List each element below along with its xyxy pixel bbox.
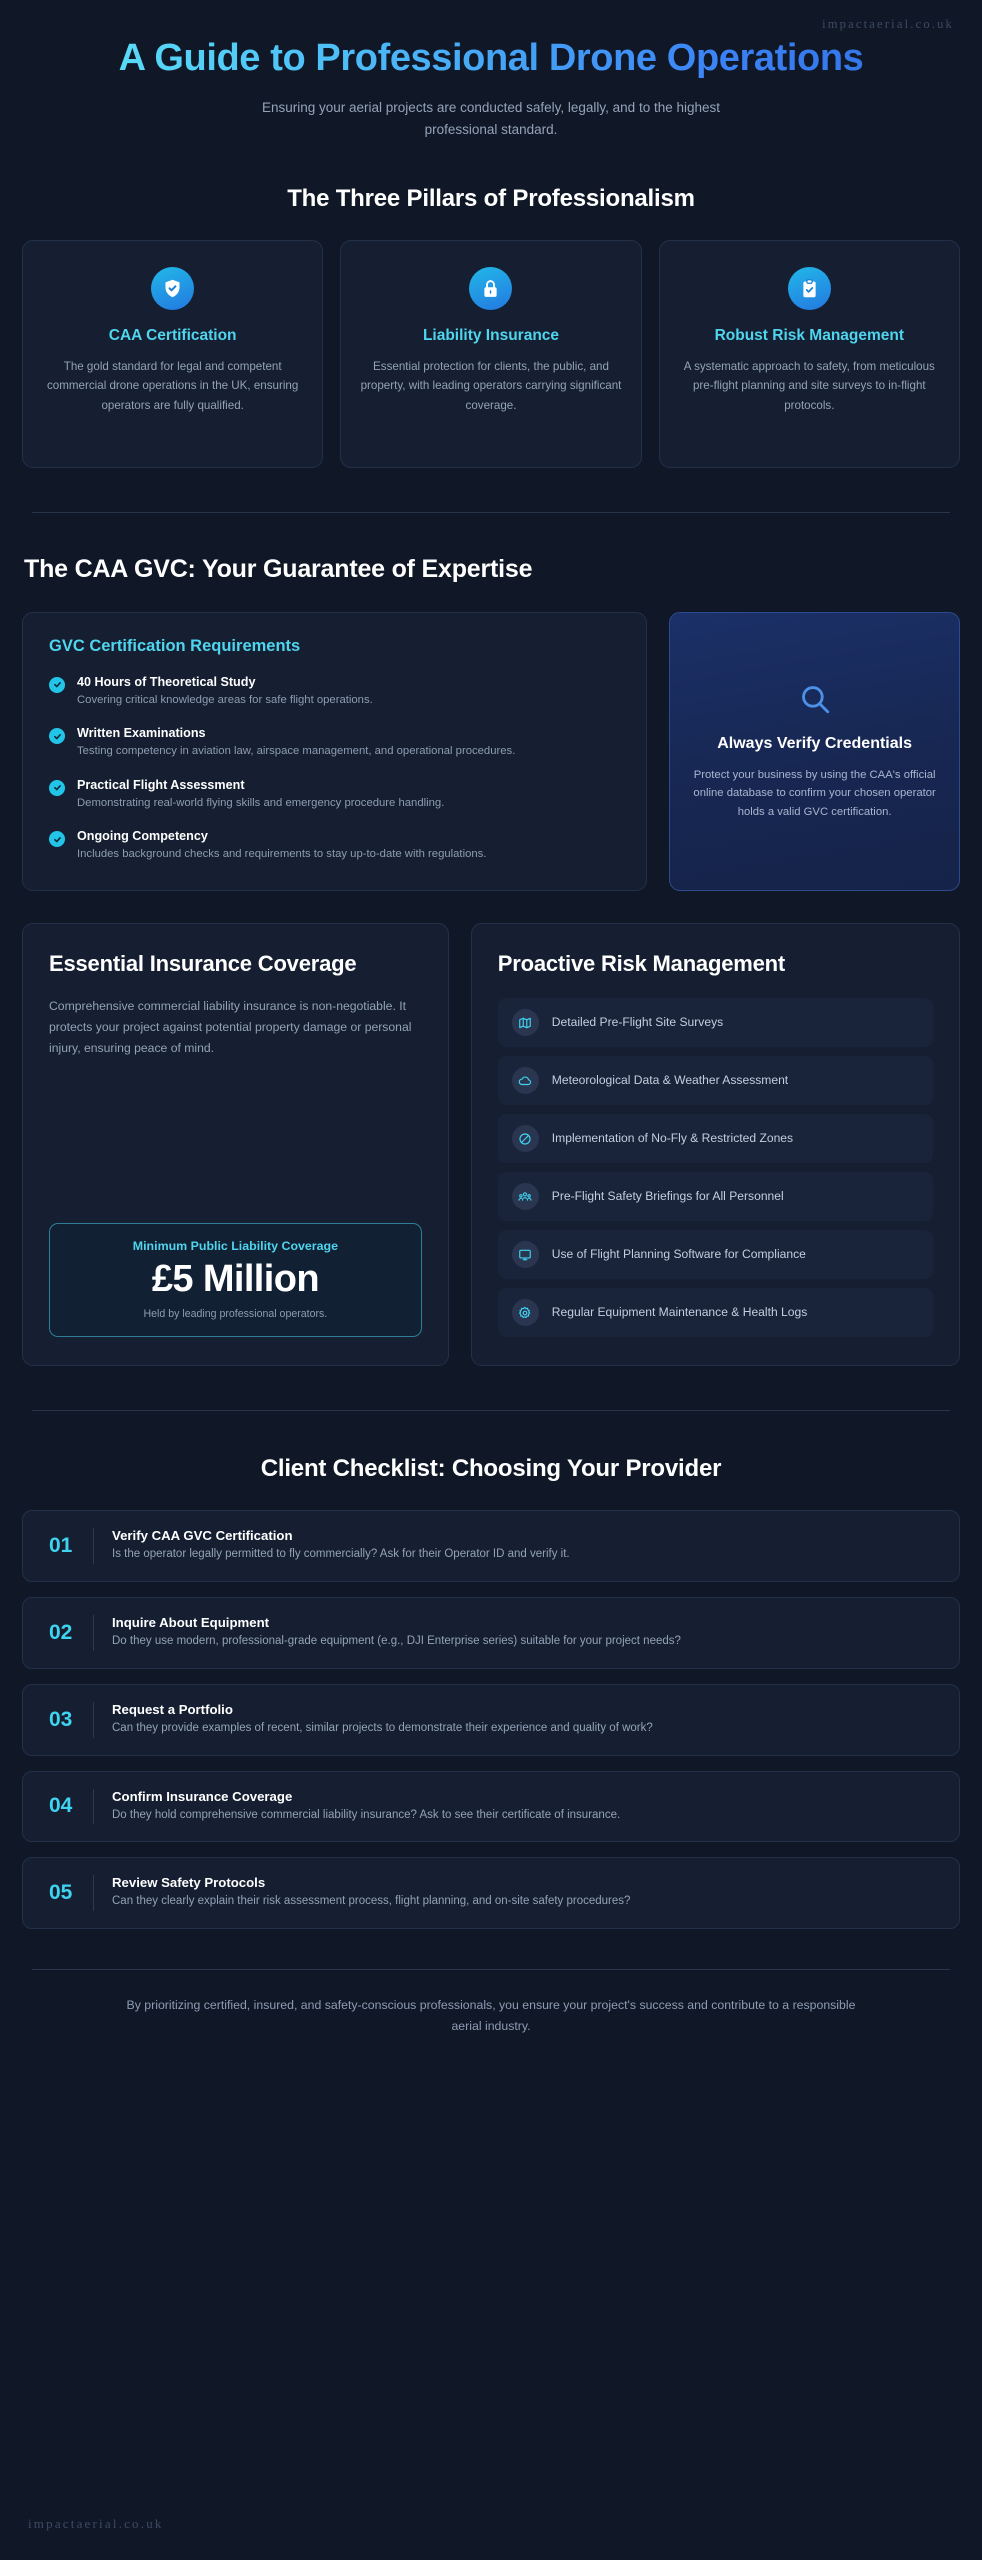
risk-label: Pre-Flight Safety Briefings for All Personnel xyxy=(551,1188,784,1203)
checklist-number: 01 xyxy=(49,1534,73,1558)
checklist-desc: Can they clearly explain their risk assessment process, flight planning, and on-site safety procedures? xyxy=(112,1895,631,1908)
insurance-risk-row xyxy=(22,923,960,1366)
header xyxy=(22,0,960,141)
clipboard-check-icon xyxy=(788,267,831,310)
checklist-item xyxy=(22,1510,960,1582)
checklist-item xyxy=(22,1857,960,1929)
coverage-highlight-box xyxy=(49,1223,422,1337)
risk-label: Detailed Pre-Flight Site Surveys xyxy=(551,1014,724,1029)
checklist-title: Confirm Insurance Coverage xyxy=(112,1788,293,1804)
shield-check-icon xyxy=(151,267,194,310)
checklist-item xyxy=(22,1771,960,1843)
section-divider xyxy=(32,1410,950,1411)
requirement-item xyxy=(49,675,620,710)
checklist-title: Verify CAA GVC Certification xyxy=(112,1528,293,1544)
gvc-card-title: GVC Certification Requirements xyxy=(49,636,301,655)
requirement-item xyxy=(49,726,620,761)
page-subtitle: Ensuring your aerial projects are conducted safely, legally, and to the highest professional standard. xyxy=(261,99,721,137)
pillar-desc: The gold standard for legal and competent commercial drone operations in the UK, ensuring operators are fully qualified. xyxy=(47,360,299,412)
risk-panel xyxy=(471,923,960,1366)
checklist-item xyxy=(22,1597,960,1669)
risk-label: Regular Equipment Maintenance & Health Logs xyxy=(551,1304,808,1319)
checklist-number: 02 xyxy=(49,1620,73,1644)
lock-icon xyxy=(469,267,512,310)
footer-text: By prioritizing certified, insured, and safety-conscious professionals, you ensure your project's success and contribute to a responsible aerial industry. xyxy=(126,1998,856,2033)
checklist-desc: Do they hold comprehensive commercial liability insurance? Ask to see their certificate of insurance. xyxy=(112,1808,621,1821)
checklist-title: Request a Portfolio xyxy=(112,1701,233,1717)
risk-list-item xyxy=(498,998,933,1047)
check-circle-icon xyxy=(49,831,65,847)
pillar-desc: Essential protection for clients, the public, and property, with leading operators carrying significant coverage. xyxy=(360,360,622,412)
risk-label: Use of Flight Planning Software for Compliance xyxy=(551,1246,806,1261)
gvc-requirements-card xyxy=(22,612,647,891)
requirement-desc: Testing competency in aviation law, airspace management, and operational procedures. xyxy=(77,745,516,758)
requirement-title: Ongoing Competency xyxy=(77,829,208,844)
requirement-desc: Demonstrating real-world flying skills and emergency procedure handling. xyxy=(77,796,445,809)
pillar-card-risk xyxy=(659,240,960,468)
risk-list-item xyxy=(498,1114,933,1163)
insurance-text: Comprehensive commercial liability insurance is non-negotiable. It protects your project against potential property damage or personal injury, ensuring peace of mind. xyxy=(49,999,412,1056)
coverage-amount: £5 Million xyxy=(151,1258,319,1301)
verify-credentials-card xyxy=(669,612,960,891)
risk-label: Implementation of No-Fly & Restricted Zones xyxy=(551,1130,794,1145)
gear-icon xyxy=(512,1299,539,1326)
footer-divider xyxy=(32,1969,950,1970)
requirement-desc: Includes background checks and requirements to stay up-to-date with regulations. xyxy=(77,848,487,861)
checklist-number: 03 xyxy=(49,1707,73,1731)
page-title: A Guide to Professional Drone Operations xyxy=(22,36,960,81)
ban-icon xyxy=(512,1125,539,1152)
checklist-desc: Do they use modern, professional-grade equipment (e.g., DJI Enterprise series) suitable for your project needs? xyxy=(112,1634,681,1647)
requirement-item xyxy=(49,778,620,813)
requirement-title: 40 Hours of Theoretical Study xyxy=(77,674,256,689)
check-circle-icon xyxy=(49,780,65,796)
check-circle-icon xyxy=(49,728,65,744)
checklist-title: Inquire About Equipment xyxy=(112,1614,270,1630)
requirement-title: Practical Flight Assessment xyxy=(77,777,245,792)
checklist-number: 05 xyxy=(49,1881,73,1905)
verify-title: Always Verify Credentials xyxy=(717,734,912,752)
pillars-heading: The Three Pillars of Professionalism xyxy=(287,184,695,212)
coverage-note: Held by leading professional operators. xyxy=(143,1308,328,1321)
cloud-icon xyxy=(512,1067,539,1094)
checklist-heading: Client Checklist: Choosing Your Provider xyxy=(260,1455,722,1483)
requirement-item xyxy=(49,829,620,864)
check-circle-icon xyxy=(49,677,65,693)
monitor-icon xyxy=(512,1241,539,1268)
pillar-title: Liability Insurance xyxy=(422,326,560,344)
users-icon xyxy=(512,1183,539,1210)
pillar-card-liability xyxy=(340,240,641,468)
checklist-desc: Is the operator legally permitted to fly commercially? Ask for their Operator ID and verify it. xyxy=(112,1548,570,1561)
pillar-title: Robust Risk Management xyxy=(714,326,905,344)
risk-title: Proactive Risk Management xyxy=(497,950,786,976)
watermark-bottom: impactaerial.co.uk xyxy=(28,2516,164,2531)
risk-label: Meteorological Data & Weather Assessment xyxy=(551,1072,789,1087)
checklist-number: 04 xyxy=(49,1794,73,1818)
risk-list-item xyxy=(498,1172,933,1221)
requirement-desc: Covering critical knowledge areas for safe flight operations. xyxy=(77,693,373,706)
requirement-title: Written Examinations xyxy=(77,726,206,741)
verify-desc: Protect your business by using the CAA's official online database to confirm your chosen operator holds a valid GVC certification. xyxy=(693,769,936,818)
map-icon xyxy=(512,1009,539,1036)
pillar-title: CAA Certification xyxy=(108,326,237,344)
risk-list-item xyxy=(498,1230,933,1279)
risk-list-item xyxy=(498,1056,933,1105)
pillar-desc: A systematic approach to safety, from meticulous pre-flight planning and site surveys to in-flight protocols. xyxy=(683,360,935,412)
pillars-row xyxy=(22,240,960,468)
watermark-top: impactaerial.co.uk xyxy=(822,17,954,31)
insurance-title: Essential Insurance Coverage xyxy=(49,950,357,976)
search-icon xyxy=(798,682,832,716)
risk-list xyxy=(498,998,933,1337)
gvc-row xyxy=(22,612,960,891)
risk-list-item xyxy=(498,1288,933,1337)
section-divider xyxy=(32,512,950,513)
checklist-desc: Can they provide examples of recent, similar projects to demonstrate their experience and quality of work? xyxy=(112,1721,653,1734)
checklist-list xyxy=(22,1510,960,1929)
coverage-label: Minimum Public Liability Coverage xyxy=(132,1239,338,1254)
insurance-spacer xyxy=(49,1059,422,1223)
checklist-title: Review Safety Protocols xyxy=(112,1875,266,1891)
insurance-panel xyxy=(22,923,449,1366)
pillar-card-caa xyxy=(22,240,323,468)
checklist-item xyxy=(22,1684,960,1756)
gvc-heading: The CAA GVC: Your Guarantee of Expertise xyxy=(24,554,533,583)
